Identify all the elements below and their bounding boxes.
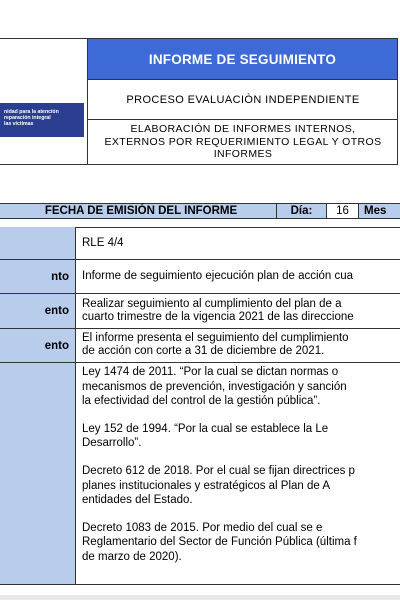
row-text-line: Informe de seguimiento ejecución plan de acción cua (82, 270, 354, 282)
row-text-line: planes institucionales y estratégicos al Plan de A (82, 479, 331, 492)
row-text-line (82, 409, 400, 422)
organization-logo (0, 103, 84, 137)
row-text-line: Realizar seguimiento al cumplimiento del plan de a (82, 298, 342, 310)
month-label: Mes (364, 205, 387, 217)
row-text-line: Ley 152 de 1994. “Por la cual se establece la Le (82, 422, 329, 435)
process-name-text: PROCESO EVALUACIÒN INDEPENDIENTE (126, 93, 360, 106)
row-label: nto (0, 260, 76, 293)
table-row (0, 329, 400, 363)
row-text-line: Desarrollo”. (82, 437, 142, 450)
subprocess-name (88, 120, 398, 165)
logo-line: nidad para la atención (4, 109, 59, 115)
page-bottom-edge (0, 595, 400, 600)
table-row (0, 363, 400, 585)
row-value (82, 260, 400, 293)
row-text-line: de marzo de 2020). (82, 550, 182, 563)
logo-line: reparación integral (4, 115, 51, 122)
report-title (88, 38, 398, 80)
row-text-line (82, 451, 400, 464)
day-value: 16 (327, 204, 359, 218)
emission-date-label: FECHA DE EMISIÓN DEL INFORME (0, 204, 277, 218)
row-text-line: Reglamentario del Sector de Función Pública (última f (82, 536, 357, 549)
table-row (0, 294, 400, 329)
row-value (82, 363, 400, 584)
row-text-line: RLE 4/4 (82, 236, 124, 249)
row-label (0, 363, 76, 584)
emission-date-row (0, 203, 400, 219)
row-text-line: Decreto 612 de 2018. Por el cual se fijan directrices p (82, 464, 355, 477)
logo-cell (0, 38, 88, 165)
logo-line: las víctimas (4, 121, 34, 128)
row-label (0, 227, 76, 259)
report-details-table (0, 227, 400, 587)
table-row (0, 227, 400, 260)
row-text-line: de acción con corte a 31 de diciembre de 2021. (82, 345, 325, 357)
row-text-line: Ley 1474 de 2011. “Por la cual se dictan normas o (82, 366, 339, 378)
report-title-text: INFORME DE SEGUIMIENTO (148, 51, 337, 67)
report-header (0, 38, 400, 165)
row-text-line: Decreto 1083 de 2015. Por medio del cual se e (82, 521, 323, 534)
row-value (82, 227, 400, 259)
day-label: Día: (277, 204, 327, 218)
subprocess-name-text: ELABORACIÓN DE INFORMES INTERNOS, EXTERNOS POR REQUERIMIENTO LEGAL Y OTROS INFORMES (104, 123, 382, 161)
row-text-line: El informe presenta el seguimiento del cumplimiento (82, 332, 349, 344)
row-label: ento (0, 294, 76, 328)
row-text-line: la efectividad del control de la gestión pública”. (82, 395, 321, 408)
row-text-line: mecanismos de prevención, investigación y sanción (82, 380, 347, 393)
table-row (0, 260, 400, 294)
row-value (82, 294, 400, 328)
row-label: ento (0, 329, 76, 362)
process-name (88, 80, 398, 120)
row-value (82, 329, 400, 362)
row-text-line: cuarto trimestre de la vigencia 2021 de las direccione (82, 311, 354, 323)
row-text-line (82, 508, 400, 521)
row-text-line: entidades del Estado. (82, 494, 193, 507)
